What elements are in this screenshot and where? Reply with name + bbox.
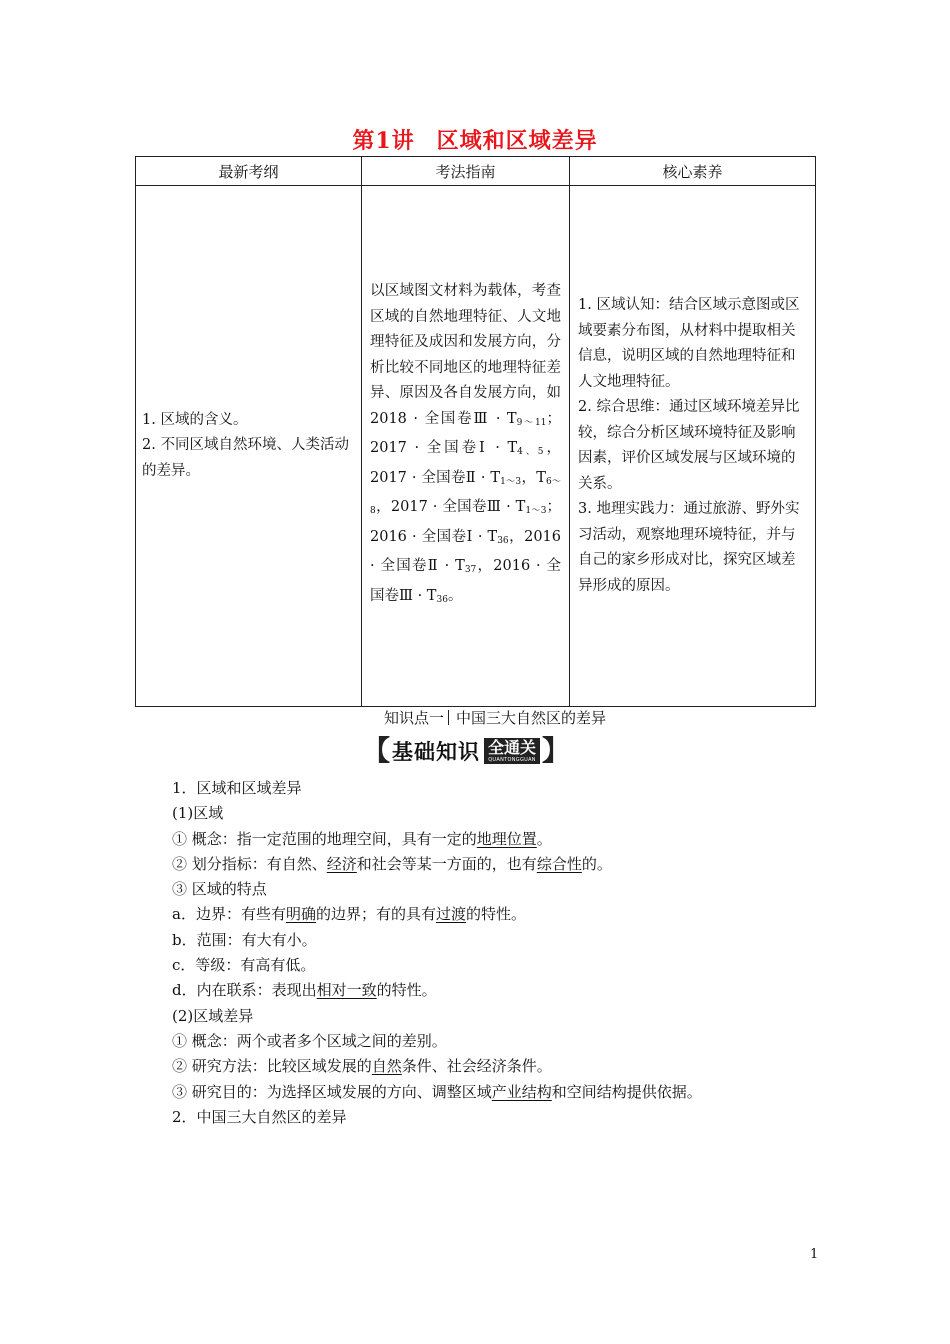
- list-item: b．范围：有大有小。: [172, 930, 317, 949]
- literacy-item: 2. 综合思维：通过区域环境差异比较，综合分析区域环境特征及影响因素，评价区域发展与区域环境的关系。: [578, 399, 800, 492]
- header-latest-syllabus: 最新考纲: [136, 157, 362, 186]
- literacy-item: 1. 区域认知：结合区域示意图或区域要素分布图，从材料中提取相关信息，说明区域的自然地理特征和人文地理特征。: [578, 297, 800, 390]
- list-item: ② 研究方法：比较区域发展的自然条件、社会经济条件。: [172, 1057, 552, 1076]
- syllabus-table: [135, 156, 816, 707]
- banner-text: 基础知识: [392, 740, 481, 764]
- basic-knowledge-banner: [362, 734, 570, 768]
- page-number: 1: [810, 1247, 819, 1262]
- list-item: ② 划分指标：有自然、经济和社会等某一方面的，也有综合性的。: [172, 854, 612, 873]
- syllabus-item: 1. 区域的含义。: [142, 411, 248, 428]
- banner-badge: 全通关 QUANTONGGUAN: [484, 738, 540, 764]
- syllabus-item: 2. 不同区域自然环境、人类活动的差异。: [142, 437, 349, 479]
- section-heading: 2．中国三大自然区的差异: [172, 1107, 347, 1126]
- list-item: ③ 区域的特点: [172, 880, 267, 899]
- left-bracket: 【: [362, 734, 391, 767]
- section-heading: 1．区域和区域差异: [172, 779, 302, 797]
- subsection-heading: (1)区域: [172, 804, 224, 823]
- table-row: [136, 186, 816, 707]
- list-item: ③ 研究目的：为选择区域发展的方向、调整区域产业结构和空间结构提供依据。: [172, 1082, 702, 1101]
- syllabus-cell: [136, 186, 362, 707]
- header-exam-guide: 考法指南: [362, 157, 570, 186]
- list-item: d．内在联系：表现出相对一致的特性。: [172, 981, 437, 1000]
- right-bracket: 】: [542, 734, 571, 767]
- list-item: c．等级：有高有低。: [172, 956, 316, 975]
- list-item: a．边界：有些有明确的边界；有的具有过渡的特性。: [172, 905, 527, 924]
- knowledge-content: [172, 776, 812, 1130]
- literacy-item: 3. 地理实践力：通过旅游、野外实习活动，观察地理环境特征，并与自己的家乡形成对比，探究区域差异形成的原因。: [578, 501, 800, 594]
- list-item: ① 概念：两个或者多个区域之间的差别。: [172, 1031, 447, 1050]
- subsection-heading: (2)区域差异: [172, 1006, 254, 1025]
- table-header-row: [136, 157, 816, 186]
- list-item: ① 概念：指一定范围的地理空间，具有一定的地理位置。: [172, 829, 552, 848]
- page-title: 第1讲 区域和区域差异: [352, 128, 598, 154]
- exam-guide-cell: 以区域图文材料为载体，考查区域的自然地理特征、人文地理特征及成因和发展方向，分析比较不同地区的地理特征差异、原因及各自发展方向，如2018 · 全国卷Ⅲ · $T_{9\sim 11}$；2017 · 全国卷Ⅰ · $T_{4、5}$，2017 · 全国卷Ⅱ · $T_{1\sim 3}$，$T_{6\sim 8}$，2017 · 全国卷Ⅲ · $T_{1\sim 3}$；2016 · 全国卷Ⅰ · $T_{36}$，2016 · 全国卷Ⅱ · $T_{37}$，2016 · 全国卷Ⅲ · $T_{36}$。: [362, 186, 570, 707]
- knowledge-point-heading: 知识点一 中国三大自然区的差异: [383, 709, 607, 727]
- header-core-literacy: 核心素养: [570, 157, 816, 186]
- core-literacy-cell: [570, 186, 816, 707]
